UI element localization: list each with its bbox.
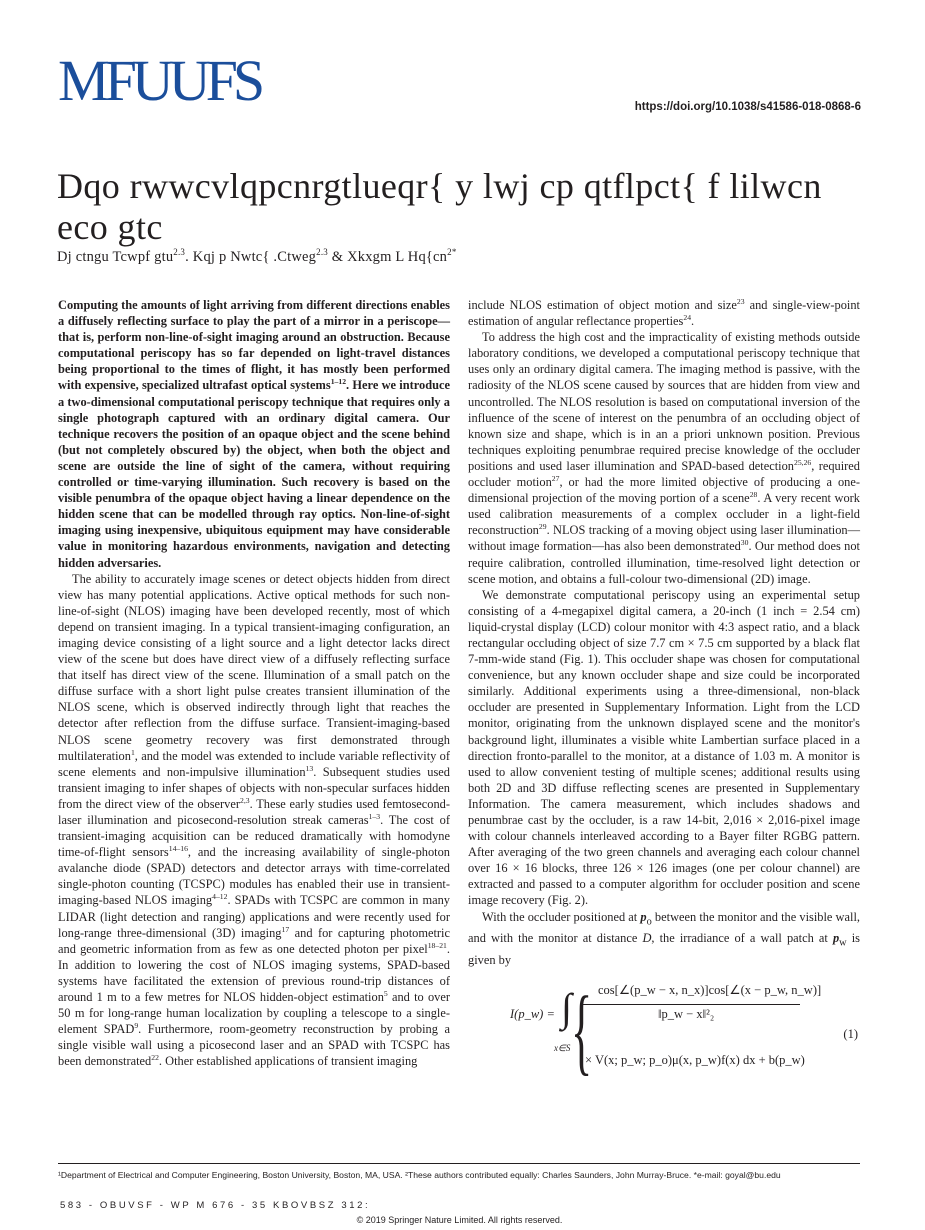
body-paragraph: To address the high cost and the impracticality of existing methods outside laboratory conditions, we developed a computational periscopy technique that uses only an ordinary digital camera. The imaging method is passive, with the radiosity of the NLOS scene caused by sources that are hidden from view and uncontrolled. The NLOS resolution is based on computational inversion of the influence of the scene of interest on the penumbra of an occluding object of known size and shape, which is in an a priori unknown position. Previous techniques exploiting penumbrae required precise knowledge of the occluder positions and used laser illumination and SPAD-based detection$^{25,26}$, required occluder motion$^{27}$, or had the more limited objective of producing a one-dimensional projection of the moving portion of a scene$^{28}$. A very recent work used calibration measurements of a complex occluder in a light-field reconstruction$^{29}$. NLOS tracking of a moving object using laser illumination—without image formation—has also been demonstrated$^{30}$. Our method does not require calibration, controlled illumination, time-resolved light detection or scene motion, and obtains a full-colour two-dimensional (2D) image. bbox=[468, 330, 860, 586]
citation[interactable]: 5 bbox=[383, 988, 388, 998]
body-paragraph: include NLOS estimation of object motion and size$^{23}$ and single-view-point estimation of angular reflectance properties$^{24}$. bbox=[468, 296, 860, 329]
copyright: © 2019 Springer Nature Limited. All rights reserved. bbox=[356, 1215, 563, 1225]
left-column bbox=[58, 297, 450, 1070]
integral-domain: x∈S bbox=[554, 1042, 571, 1053]
abstract: Computing the amounts of light arriving from different directions enables a diffusely reflecting surface to play the part of a mirror in a periscope—that is, perform non-line-of-sight imaging around an obstruction. Because computational periscopy has so far depended on light-travel distances being proportional to the times of flight, it has mostly been performed with expensive, specialized ultrafast optical systems$^{1-12}$. Here we introduce a two-dimensional computational periscopy technique that requires only a single photograph captured with an ordinary digital camera. Our technique recovers the position of an opaque object and the scene behind (but not completely obscured by) the object, when both the object and scene are outside the line of sight of the camera, without requiring controlled or time-varying illumination. Such recovery is based on the visible penumbra of the opaque object having a linear dependence on the hidden scene that can be modelled through ray optics. Non-line-of-sight imaging using inexpensive, ubiquitous equipment may have considerable value in monitoring hazardous environments, navigation and detecting hidden adversaries. bbox=[58, 298, 450, 570]
author-affiliation: 2.3 bbox=[173, 247, 186, 258]
citation[interactable]: 9 bbox=[134, 1021, 139, 1031]
body-paragraph: We demonstrate computational periscopy using an experimental setup consisting of a 4-megapixel digital camera, a 20-inch (1 inch = 2.54 cm) liquid-crystal display (LCD) colour monitor with 4:3 aspect ratio, and a black rectangular occluding object of size 7.7 cm × 7.5 cm supported by a black flat 7-mm-wide stand (Fig. 1). This occluder shape was chosen for computational convenience, but any known occluder shape and size could be incorporated similarly. Additional experiments using a three-dimensional, non-black occluder are presented in Supplementary Information. Light from the LCD monitor, originating from the unknown displayed scene and the monitor's background light, illuminates a visible white Lambertian surface placed in a direction fronto-parallel to the monitor, at a distance of 1.03 m. A monitor is used to allow convenient testing of multiple scenes; additional results using both 2D and 3D diffuse reflecting scenes are presented in Supplementary Information. The camera measurement, which includes shadows and penumbrae cast by the occluder, is a raw 14-bit, 2,016 × 2,016-pixel image with colour channels interleaved according to a Bayer filter RGBG pattern. After averaging of the two green channels and averaging each colour channel over 16 × 16 blocks, three 126 × 126 images (one per colour channel) are extracted and passed to a computer algorithm for occluder position and scene image recovery (Fig. 2). bbox=[468, 587, 860, 908]
right-column bbox=[468, 296, 860, 1085]
footer-divider bbox=[58, 1163, 860, 1164]
author-list bbox=[57, 249, 457, 266]
equation-denominator: ‖p_w − x‖²₂ bbox=[658, 1006, 715, 1021]
citation[interactable]: 1–3 bbox=[368, 811, 381, 821]
citation[interactable]: 4–12 bbox=[212, 892, 228, 902]
body-paragraph: The ability to accurately image scenes or detect objects hidden from direct view has many potential applications. Active optical methods for such non-line-of-sight (NLOS) imaging have been developed recently, most of which depend on transient imaging. In a typical transient-imaging configuration, an imaging device consisting of a light source and a light detector lacks direct view of the scene but does have direct view of a diffusely reflecting surface that itself has direct view of the scene. Illumination of a small patch on the diffuse surface with a short light pulse creates transient illumination of the NLOS scene, which is observed indirectly through light that reaches the detector after reflection from the diffuse surface. Transient-imaging-based NLOS scene geometry recovery was first demonstrated through multilateration$^1$, and the model was extended to include variable reflectivity of scene elements and non-impulsive illumination$^{13}$. Subsequent studies used transient imaging to infer shapes of objects with non-specular surfaces hidden from the direct view of the observer$^{2,3}$. These early studies used femtosecond-laser illumination and picosecond-resolution streak cameras$^{1-3}$. The cost of transient-imaging acquisition can be reduced dramatically with homodyne time-of-flight sensors$^{14-16}$, and the increasing availability of single-photon avalanche diode (SPAD) detectors and detector arrays with time-correlated single-photon counting (TCSPC) modules has enabled their use in transient-imaging-based NLOS imaging$^{4-12}$. SPADs with TCSPC are common in many LIDAR (light detection and ranging) applications and were recently used for long-range three-dimensional (3D) imaging$^{17}$ and for capturing photometric and geometric information from as few as one detected photon per pixel$^{18-21}$. In addition to lowering the cost of NLOS imaging systems, SPAD-based systems have facilitated the extension of previous round-trip distances of around 1 m to a few metres for NLOS hidden-object estimation$^5$ and to over 50 m for long-range human localization by coupling a telescope to a single-element SPAD$^9$. Furthermore, room-geometry reconstruction by probing a single visible wall using a picosecond laser and an SPAD with TCSPC has been demonstrated$^{22}$. Other established applications of transient imaging bbox=[58, 571, 451, 1069]
citation[interactable]: 25,26 bbox=[794, 457, 812, 467]
citation[interactable]: 27 bbox=[551, 473, 560, 483]
journal-citation: 583 - OBUVSF - WP M 676 - 35 KBOVBSZ 312: bbox=[60, 1200, 371, 1211]
citation[interactable]: 2,3 bbox=[240, 795, 250, 805]
citation[interactable]: 22 bbox=[151, 1053, 159, 1063]
affiliations: ¹Department of Electrical and Computer Engineering, Boston University, Boston, MA, USA. ²These authors contributed equally: Charles Saunders, John Murray-Bruce. *e-mail: goyal@bu.edu bbox=[58, 1170, 781, 1180]
citation[interactable]: 28 bbox=[749, 490, 758, 499]
citation[interactable]: 14–16 bbox=[168, 844, 188, 854]
author-affiliation: 2.3 bbox=[316, 247, 328, 258]
journal-logo: MFUUFS bbox=[58, 48, 261, 113]
equation-1 bbox=[468, 976, 860, 1085]
equation-numerator: cos[∠(p_w − x, n_x)]cos[∠(x − p_w, n_w)] bbox=[598, 982, 822, 997]
equation-number: (1) bbox=[843, 1026, 858, 1041]
doi-link[interactable]: https://doi.org/10.1038/s41586-018-0868-6 bbox=[634, 101, 861, 113]
equation-lhs: I(p_w) = bbox=[510, 1006, 555, 1021]
citation[interactable]: 1–12 bbox=[330, 377, 347, 387]
author-name: & Xkxgm L Hq{cn bbox=[327, 249, 448, 265]
equation-second-line: × V(x; p_w; p_o)μ(x, p_w)f(x) dx + b(p_w) bbox=[585, 1052, 805, 1067]
author-affiliation: 2* bbox=[447, 247, 457, 258]
integral-symbol: ∫ bbox=[561, 984, 572, 1030]
citation[interactable]: 17 bbox=[281, 924, 290, 934]
citation[interactable]: 13 bbox=[305, 763, 314, 773]
citation[interactable]: 1 bbox=[130, 747, 135, 757]
body-paragraph: With the occluder positioned at $p_o$ between the monitor and the visible wall, and with the monitor at distance D, the irradiance of a wall patch at $p_w$ is given by bbox=[468, 909, 860, 967]
citation[interactable]: 29 bbox=[538, 522, 547, 532]
citation[interactable]: 23 bbox=[736, 296, 745, 306]
citation[interactable]: 24 bbox=[683, 312, 692, 322]
author-name: Dj ctngu Tcwpf gtu bbox=[57, 249, 174, 265]
fraction-bar bbox=[580, 1004, 800, 1005]
article-title: Dqo rwwcvlqpcnrgtlueqr{ y lwj cp qtflpct{ f lilwcn eco gtc bbox=[57, 166, 822, 247]
citation[interactable]: 18–21 bbox=[427, 940, 447, 950]
left-brace: { bbox=[571, 976, 593, 1085]
author-name: . Kqj p Nwtc{ .Ctweg bbox=[185, 249, 317, 265]
citation[interactable]: 30 bbox=[740, 538, 749, 548]
